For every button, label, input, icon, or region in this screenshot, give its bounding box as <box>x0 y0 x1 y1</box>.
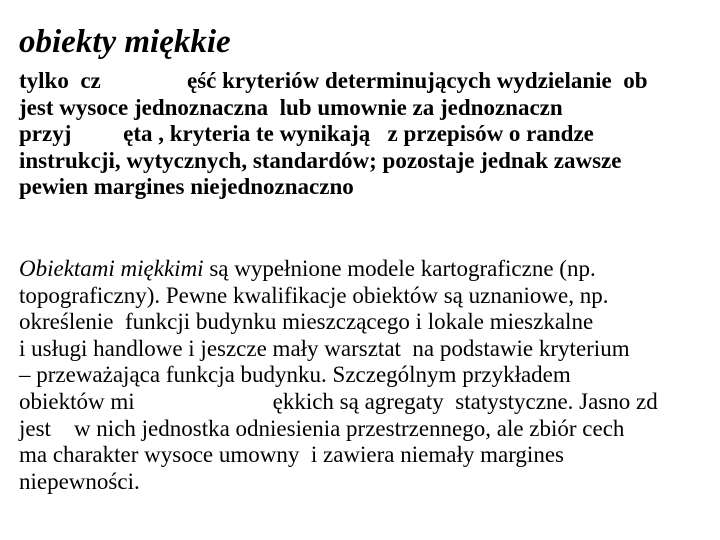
paragraph-line: jest wysoce jednoznaczna lub umownie za jednoznaczn <box>19 94 563 120</box>
paragraph-hard-soft-criteria <box>19 68 648 201</box>
paragraph-line: instrukcji, wytycznych, standardów; pozostaje jednak zawsze <box>19 147 622 173</box>
term-soft-objects: Obiektami miękkimi <box>19 256 204 281</box>
paragraph-line: tylko cz ęść kryteriów determinujących wydzielanie ob <box>19 68 648 93</box>
paragraph-soft-objects <box>19 256 658 495</box>
paragraph-line: i usługi handlowe i jeszcze mały warsztat na podstawie kryterium <box>19 335 630 361</box>
paragraph-line: – przeważająca funkcja budynku. Szczególnym przykładem <box>19 362 571 388</box>
paragraph-line: pewien margines niejednoznaczno <box>19 174 354 200</box>
paragraph-line: niepewności. <box>19 468 140 494</box>
slide-title: obiekty miękkie <box>19 24 231 60</box>
paragraph-line: obiektów mi ękkich są agregaty statystyczne. Jasno zd <box>19 388 658 414</box>
paragraph-line-rest: są wypełnione modele kartograficzne (np. <box>203 256 596 281</box>
paragraph-line: jest w nich jednostka odniesienia przestrzennego, ale zbiór cech <box>19 415 625 441</box>
paragraph-line: ma charakter wysoce umowny i zawiera niemały margines <box>19 442 564 468</box>
paragraph-line: przyj ęta , kryteria te wynikają z przepisów o randze <box>19 121 594 147</box>
paragraph-first-line <box>19 256 658 283</box>
paragraph-line: określenie funkcji budynku mieszczącego i lokale mieszkalne <box>19 309 594 335</box>
paragraph-line: topograficzny). Pewne kwalifikacje obiektów są uznaniowe, np. <box>19 282 609 308</box>
